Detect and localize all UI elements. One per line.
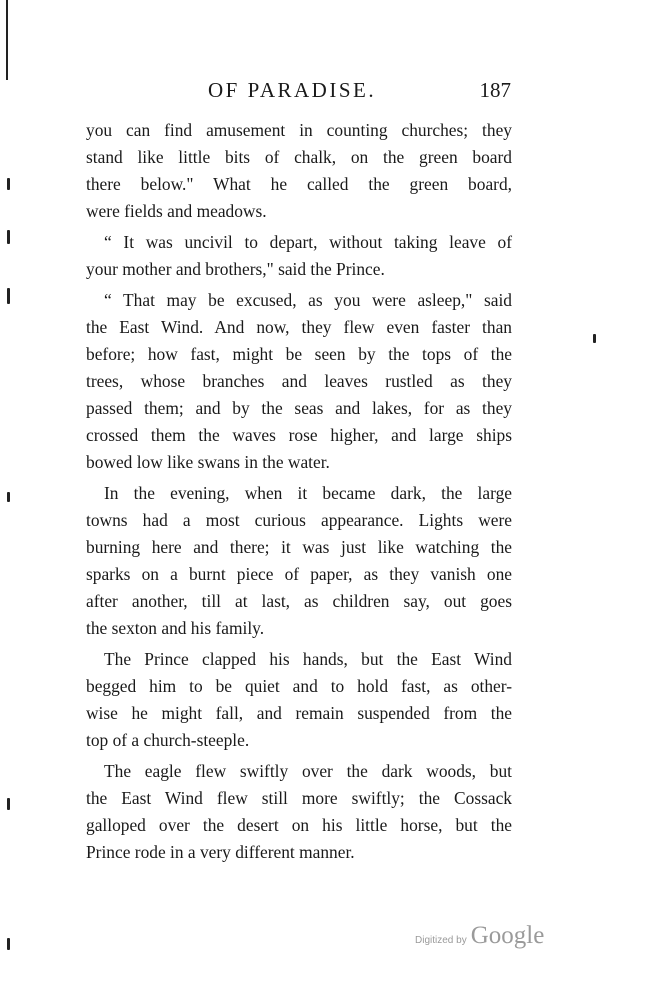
body-text [86, 117, 512, 870]
scan-edge-mark [7, 230, 10, 244]
text-line: galloped over the desert on his little horse, but the [86, 815, 512, 835]
scan-edge-line [6, 0, 8, 80]
text-line: bowed low like swans in the water. [86, 452, 330, 472]
scan-edge-mark [7, 178, 10, 190]
paragraph [86, 480, 512, 642]
text-line: there below." What he called the green board, [86, 174, 512, 194]
ink-speck [593, 334, 596, 343]
text-line: top of a church-steeple. [86, 730, 250, 750]
paragraph [86, 758, 512, 866]
text-line: trees, whose branches and leaves rustled as they [86, 371, 512, 391]
text-line: were fields and meadows. [86, 201, 267, 221]
scan-edge-mark [7, 288, 10, 304]
text-line: begged him to be quiet and to hold fast, as other- [86, 676, 512, 696]
text-line: you can find amusement in counting churches; they [86, 120, 512, 140]
scan-edge-mark [7, 798, 10, 810]
text-line: towns had a most curious appearance. Lights were [86, 510, 512, 530]
paragraph [86, 229, 512, 283]
text-line: crossed them the waves rose higher, and large ships [86, 425, 512, 445]
text-line: after another, till at last, as children say, out goes [86, 591, 512, 611]
page-number: 187 [479, 78, 511, 102]
text-line: the East Wind flew still more swiftly; the Cossack [86, 788, 512, 808]
text-line: burning here and there; it was just like watching the [86, 537, 512, 557]
text-line: “ It was uncivil to depart, without taking leave of [104, 232, 512, 252]
watermark-prefix: Digitized by [415, 935, 467, 946]
text-line: wise he might fall, and remain suspended from the [86, 703, 512, 723]
digitized-by-google-watermark [415, 922, 544, 950]
running-head [85, 78, 515, 108]
paragraph [86, 117, 512, 225]
paragraph [86, 646, 512, 754]
text-line: Prince rode in a very different manner. [86, 842, 355, 862]
running-title: OF PARADISE. [208, 78, 377, 102]
text-line: the sexton and his family. [86, 618, 265, 638]
text-line: sparks on a burnt piece of paper, as they vanish one [86, 564, 512, 584]
paragraph [86, 287, 512, 476]
text-line: before; how fast, might be seen by the tops of the [86, 344, 512, 364]
text-line: passed them; and by the seas and lakes, for as they [86, 398, 512, 418]
text-line: “ That may be excused, as you were asleep," said [104, 290, 512, 310]
text-line: In the evening, when it became dark, the large [104, 483, 512, 503]
text-line: the East Wind. And now, they flew even faster than [86, 317, 512, 337]
scan-edge-mark [7, 938, 10, 950]
text-line: your mother and brothers," said the Prince. [86, 259, 385, 279]
scan-edge-mark [7, 492, 10, 502]
text-line: The eagle flew swiftly over the dark woods, but [104, 761, 512, 781]
text-line: stand like little bits of chalk, on the green board [86, 147, 512, 167]
google-logo: Google [470, 922, 545, 949]
text-line: The Prince clapped his hands, but the East Wind [104, 649, 512, 669]
